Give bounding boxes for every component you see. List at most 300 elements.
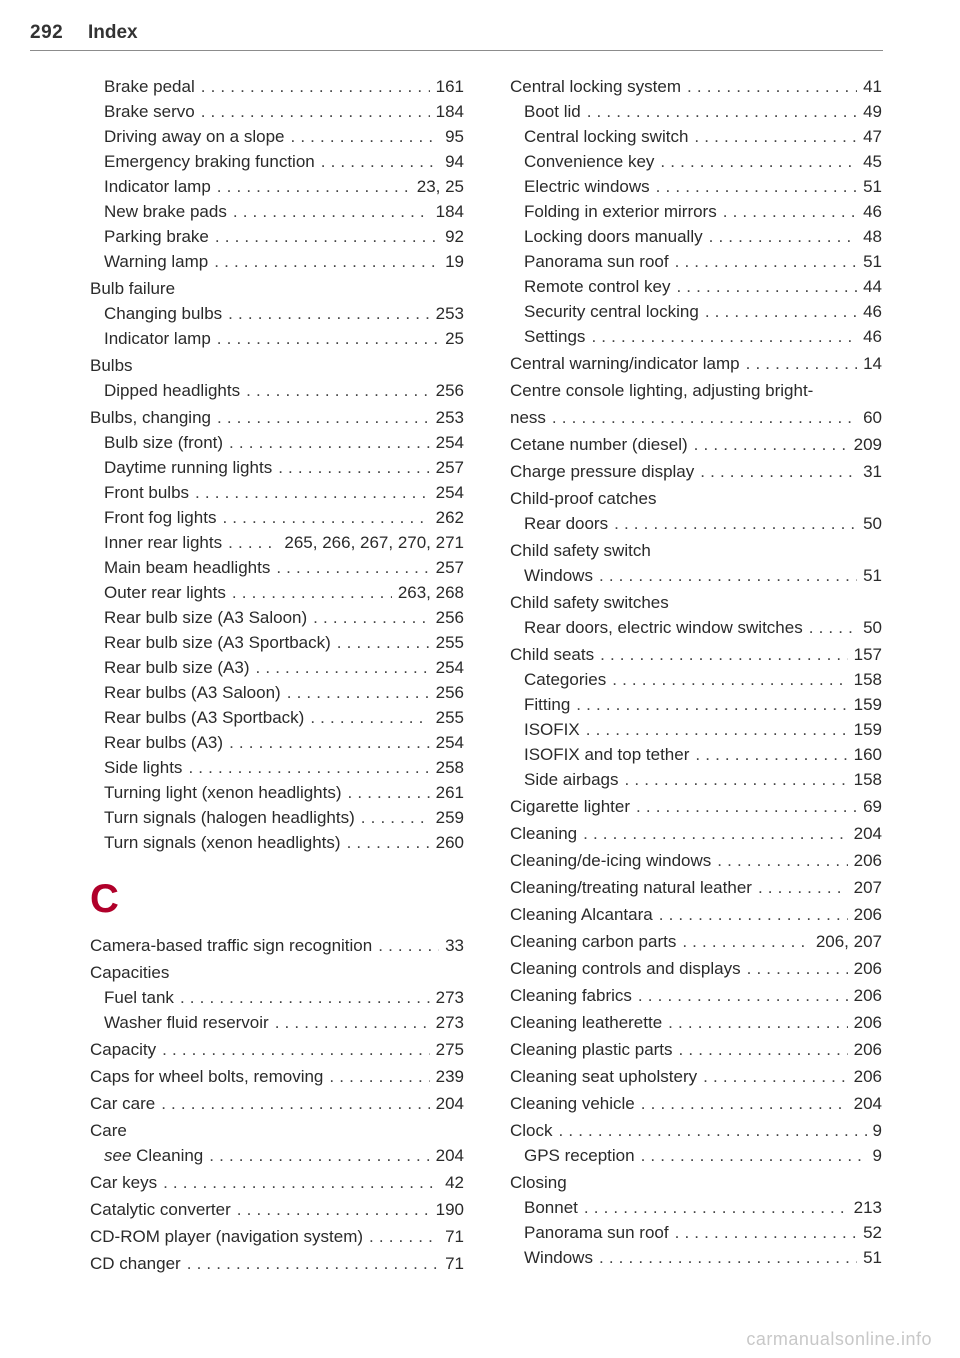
- index-entry-label: [104, 174, 211, 199]
- index-entry: [510, 459, 882, 484]
- index-entry-pages: 50: [863, 618, 882, 637]
- dot-leader: [348, 780, 430, 805]
- index-entry: [90, 480, 464, 505]
- index-entry-pages: 258: [435, 758, 464, 777]
- index-entry-pages: 48: [863, 227, 882, 246]
- dot-leader: [217, 326, 439, 351]
- watermark: carmanualsonline.info: [746, 1329, 932, 1349]
- index-entry: [510, 199, 882, 224]
- index-entry: [90, 805, 464, 830]
- index-entry-label: [104, 378, 240, 403]
- index-entry: [90, 630, 464, 655]
- dot-leader: [215, 224, 439, 249]
- index-entry-pages: 158: [853, 770, 882, 789]
- dot-leader: [675, 1220, 857, 1245]
- index-list-c-continued: [510, 74, 882, 1270]
- index-entry: [90, 730, 464, 755]
- dot-leader: [576, 692, 847, 717]
- dot-leader: [188, 755, 429, 780]
- dot-leader: [228, 301, 429, 326]
- page-number: 292: [30, 22, 64, 43]
- index-entry-text: Cleaning: [136, 1146, 204, 1165]
- index-entry-pages: 261: [435, 783, 464, 802]
- index-entry-label: [510, 902, 653, 927]
- index-entry-pages: 42: [445, 1173, 464, 1192]
- index-entry-text: Cleaning leatherette: [510, 1013, 663, 1032]
- index-entry-pages: 206: [853, 1067, 882, 1086]
- index-entry-pages: 9: [872, 1146, 882, 1165]
- index-entry-text: Cleaning controls and displays: [510, 959, 741, 978]
- index-entry-label: [510, 929, 676, 954]
- dot-leader: [278, 455, 429, 480]
- index-entry-pages: 255: [435, 633, 464, 652]
- index-entry-pages: 33: [445, 936, 464, 955]
- index-entry-label: [510, 1091, 635, 1116]
- dot-leader: [214, 249, 439, 274]
- dot-leader: [668, 1010, 847, 1035]
- index-entry-label: [510, 590, 669, 615]
- index-entry-label: [104, 505, 216, 530]
- index-entry-label: [524, 615, 803, 640]
- index-entry: [90, 430, 464, 455]
- index-entry-text: Outer rear lights: [104, 583, 226, 602]
- index-entry-pages: 239: [435, 1067, 464, 1086]
- index-entry-label: [524, 767, 619, 792]
- index-list-c: [90, 933, 464, 1276]
- index-entry-text: Rear bulb size (A3): [104, 658, 250, 677]
- index-entry-label: [524, 1245, 593, 1270]
- index-entry-text: Cleaning/de-icing windows: [510, 851, 712, 870]
- index-entry: [90, 326, 464, 351]
- dot-leader: [162, 1037, 429, 1062]
- dot-leader: [694, 124, 857, 149]
- dot-leader: [232, 580, 392, 605]
- dot-leader: [180, 985, 430, 1010]
- dot-leader: [201, 74, 430, 99]
- index-entry-label: [524, 667, 606, 692]
- dot-leader: [599, 1245, 857, 1270]
- index-entry: [510, 1118, 882, 1143]
- index-entry-pages: 206: [853, 1013, 882, 1032]
- index-entry-pages: 262: [435, 508, 464, 527]
- index-entry-label: [104, 605, 307, 630]
- dot-leader: [638, 983, 848, 1008]
- index-entry: [510, 983, 882, 1008]
- index-entry-text: Cigarette lighter: [510, 797, 631, 816]
- index-entry-label: [510, 794, 630, 819]
- dot-leader: [614, 511, 857, 536]
- dot-leader: [195, 480, 430, 505]
- index-entry-label: [104, 530, 222, 555]
- index-entry-pages: 254: [435, 733, 464, 752]
- index-entry: [510, 74, 882, 99]
- index-entry-text: Cetane number (diesel): [510, 435, 688, 454]
- index-entry-text: Closing: [510, 1173, 567, 1192]
- dot-leader: [682, 929, 809, 954]
- index-entry-pages: 206: [853, 1040, 882, 1059]
- index-entry-pages: 9: [872, 1121, 882, 1140]
- dot-leader: [660, 149, 857, 174]
- index-entry-text: Camera-based traffic sign recognition: [90, 936, 373, 955]
- index-entry: [90, 960, 464, 985]
- index-entry-text: Rear bulbs (A3 Saloon): [104, 683, 281, 702]
- see-reference: see: [104, 1146, 132, 1165]
- dot-leader: [229, 730, 430, 755]
- index-entry-label: [104, 730, 223, 755]
- dot-leader: [256, 655, 430, 680]
- index-entry: [90, 780, 464, 805]
- index-entry: [90, 1224, 464, 1249]
- index-entry-label: [104, 755, 182, 780]
- index-entry: [90, 705, 464, 730]
- index-entry-text: ness: [510, 408, 546, 427]
- index-entry-text: Child seats: [510, 645, 595, 664]
- dot-leader: [378, 933, 439, 958]
- index-entry-text: Turn signals (xenon headlights): [104, 833, 341, 852]
- index-entry-pages: 260: [435, 833, 464, 852]
- index-entry-text: Child-proof catches: [510, 489, 657, 508]
- index-entry-text: Clock: [510, 1121, 553, 1140]
- index-entry: [510, 742, 882, 767]
- index-entry-text: Side lights: [104, 758, 183, 777]
- index-entry-pages: 273: [435, 988, 464, 1007]
- dot-leader: [201, 99, 430, 124]
- dot-leader: [163, 1170, 439, 1195]
- index-entry: [510, 902, 882, 927]
- index-entry: [90, 249, 464, 274]
- index-entry-text: Cleaning fabrics: [510, 986, 632, 1005]
- dot-leader: [313, 605, 429, 630]
- index-entry-text: GPS reception: [524, 1146, 635, 1165]
- index-entry-label: [104, 480, 189, 505]
- dot-leader: [237, 1197, 430, 1222]
- index-column-left: [90, 74, 464, 1276]
- index-entry-text: Rear doors: [524, 514, 609, 533]
- index-entry-label: [104, 780, 342, 805]
- index-entry-text: Bulbs, changing: [90, 408, 211, 427]
- index-entry-text: Child safety switches: [510, 593, 669, 612]
- index-entry-text: Security central locking: [524, 302, 699, 321]
- index-entry-label: [510, 74, 681, 99]
- index-entry-pages: 69: [863, 797, 882, 816]
- index-entry-text: Car care: [90, 1094, 156, 1113]
- index-entry-pages: 206: [853, 959, 882, 978]
- index-entry: [90, 555, 464, 580]
- index-entry-pages: 46: [863, 327, 882, 346]
- index-entry-pages: 206: [853, 905, 882, 924]
- index-entry: [90, 530, 464, 555]
- index-entry-text: Central locking system: [510, 77, 682, 96]
- index-entry-pages: 14: [863, 354, 882, 373]
- index-entry-label: [524, 299, 699, 324]
- index-entry-label: [524, 324, 585, 349]
- dot-leader: [687, 74, 857, 99]
- index-entry-text: Emergency braking function: [104, 152, 315, 171]
- index-entry-text: Fuel tank: [104, 988, 174, 1007]
- index-entry-text: Daytime running lights: [104, 458, 273, 477]
- index-entry-label: [90, 1064, 323, 1089]
- index-entry: [510, 1170, 882, 1195]
- index-entry-label: [510, 821, 577, 846]
- index-entry: [510, 378, 882, 403]
- index-entry: [510, 149, 882, 174]
- index-entry: [90, 353, 464, 378]
- index-entry: [510, 1037, 882, 1062]
- index-entry-label: [524, 717, 580, 742]
- dot-leader: [705, 299, 857, 324]
- index-entry-label: [104, 705, 304, 730]
- dot-leader: [290, 124, 439, 149]
- index-entry-text: Driving away on a slope: [104, 127, 285, 146]
- index-entry: [90, 199, 464, 224]
- index-entry-label: [90, 1251, 181, 1276]
- dot-leader: [709, 224, 857, 249]
- index-entry-text: Cleaning/treating natural leather: [510, 878, 752, 897]
- dot-leader: [587, 99, 857, 124]
- dot-leader: [559, 1118, 867, 1143]
- dot-leader: [217, 405, 430, 430]
- index-entry: [510, 405, 882, 430]
- index-entry-text: Indicator lamp: [104, 177, 211, 196]
- index-entry-pages: 51: [863, 177, 882, 196]
- index-entry-label: [524, 124, 688, 149]
- index-entry-pages: 160: [853, 745, 882, 764]
- index-entry-text: Washer fluid reservoir: [104, 1013, 269, 1032]
- index-entry-label: [524, 149, 654, 174]
- index-entry-pages: 207: [853, 878, 882, 897]
- index-entry-pages: 95: [445, 127, 464, 146]
- index-entry-label: [524, 563, 593, 588]
- index-entry: [90, 1170, 464, 1195]
- index-entry-pages: 254: [435, 433, 464, 452]
- index-entry-label: [510, 1118, 553, 1143]
- index-entry-label: [90, 353, 133, 378]
- index-entry-text: Warning lamp: [104, 252, 209, 271]
- index-entry: [510, 432, 882, 457]
- index-entry: [90, 680, 464, 705]
- index-entry-text: Rear bulbs (A3 Sportback): [104, 708, 305, 727]
- index-entry-pages: 184: [435, 202, 464, 221]
- index-entry: [510, 249, 882, 274]
- index-entry-label: [104, 630, 331, 655]
- dot-leader: [361, 805, 430, 830]
- index-entry: [90, 755, 464, 780]
- index-entry-text: Side airbags: [524, 770, 619, 789]
- index-entry-label: [510, 1010, 662, 1035]
- index-entry-text: Windows: [524, 1248, 593, 1267]
- index-entry: [90, 378, 464, 403]
- index-entry-label: [524, 174, 650, 199]
- index-list-b: [90, 74, 464, 855]
- index-entry: [510, 875, 882, 900]
- index-entry-label: [104, 430, 223, 455]
- index-entry-text: Rear doors, electric window switches: [524, 618, 803, 637]
- dot-leader: [656, 174, 857, 199]
- index-entry-pages: 184: [435, 102, 464, 121]
- index-column-right: [510, 74, 882, 1270]
- dot-leader: [641, 1091, 848, 1116]
- index-entry-pages: 275: [435, 1040, 464, 1059]
- index-entry-label: [104, 124, 284, 149]
- index-entry-pages: 265, 266, 267, 270, 271: [284, 533, 464, 552]
- index-entry-text: Cleaning plastic parts: [510, 1040, 673, 1059]
- dot-leader: [246, 378, 430, 403]
- index-entry: [510, 1143, 882, 1168]
- index-entry: [510, 1091, 882, 1116]
- index-entry-text: Child safety switch: [510, 541, 651, 560]
- index-entry-text: Changing bulbs: [104, 304, 223, 323]
- dot-leader: [723, 199, 857, 224]
- index-entry: [510, 821, 882, 846]
- index-entry: [510, 274, 882, 299]
- index-entry-pages: 71: [445, 1254, 464, 1273]
- index-entry: [90, 1037, 464, 1062]
- index-entry-label: [90, 1091, 155, 1116]
- dot-leader: [337, 630, 430, 655]
- index-entry-text: ISOFIX: [524, 720, 580, 739]
- index-entry-text: Cleaning vehicle: [510, 1094, 635, 1113]
- index-entry-pages: 71: [445, 1227, 464, 1246]
- index-entry-text: Cleaning carbon parts: [510, 932, 677, 951]
- index-entry: [90, 605, 464, 630]
- index-entry-label: [90, 960, 169, 985]
- index-entry-text: Caps for wheel bolts, removing: [90, 1067, 324, 1086]
- index-entry-pages: 49: [863, 102, 882, 121]
- index-entry-label: [524, 249, 669, 274]
- index-entry-pages: 92: [445, 227, 464, 246]
- dot-leader: [222, 505, 429, 530]
- dot-leader: [161, 1091, 429, 1116]
- index-entry-pages: 257: [435, 458, 464, 477]
- dot-leader: [347, 830, 430, 855]
- index-entry-label: [104, 74, 195, 99]
- dot-leader: [584, 1195, 848, 1220]
- index-entry-label: [90, 1118, 127, 1143]
- index-entry: [510, 767, 882, 792]
- dot-leader: [552, 405, 857, 430]
- index-entry: [510, 299, 882, 324]
- index-entry: [510, 1010, 882, 1035]
- dot-leader: [676, 274, 857, 299]
- index-entry: [90, 985, 464, 1010]
- index-entry-text: Boot lid: [524, 102, 581, 121]
- dot-leader: [636, 794, 857, 819]
- index-entry-text: Bonnet: [524, 1198, 578, 1217]
- index-entry-label: [104, 580, 226, 605]
- index-entry-text: Electric windows: [524, 177, 650, 196]
- index-entry-label: [524, 274, 670, 299]
- index-entry-label: [104, 680, 281, 705]
- index-entry: [90, 1143, 464, 1168]
- index-entry-label: [524, 1195, 578, 1220]
- dot-leader: [600, 642, 848, 667]
- index-entry-label: [510, 875, 752, 900]
- index-entry-label: [104, 149, 315, 174]
- index-entry-text: Remote control key: [524, 277, 671, 296]
- index-entry-text: Cleaning: [510, 824, 578, 843]
- index-entry: [510, 794, 882, 819]
- dot-leader: [675, 249, 857, 274]
- index-entry-pages: 253: [435, 304, 464, 323]
- index-entry-pages: 46: [863, 202, 882, 221]
- index-entry-label: [90, 1197, 231, 1222]
- index-entry-label: [510, 956, 741, 981]
- index-entry: [510, 351, 882, 376]
- index-entry-label: [524, 742, 689, 767]
- dot-leader: [187, 1251, 439, 1276]
- index-entry: [90, 405, 464, 430]
- index-entry: [90, 1118, 464, 1143]
- index-entry-label: [104, 326, 211, 351]
- index-entry-label: [510, 1170, 567, 1195]
- dot-leader: [275, 1010, 430, 1035]
- dot-leader: [599, 563, 857, 588]
- index-entry-pages: 157: [853, 645, 882, 664]
- dot-leader: [809, 615, 857, 640]
- index-entry-label: [104, 99, 195, 124]
- index-entry: [510, 692, 882, 717]
- index-entry-text: CD-ROM player (navigation system): [90, 1227, 364, 1246]
- index-entry-pages: 44: [863, 277, 882, 296]
- index-entry-label: [524, 199, 717, 224]
- index-entry-pages: 255: [435, 708, 464, 727]
- dot-leader: [625, 767, 848, 792]
- index-entry-text: Bulb size (front): [104, 433, 224, 452]
- index-entry-pages: 190: [435, 1200, 464, 1219]
- index-entry-text: Locking doors manually: [524, 227, 703, 246]
- index-entry: [510, 929, 882, 954]
- index-entry: [510, 956, 882, 981]
- dot-leader: [746, 351, 857, 376]
- index-entry: [510, 538, 882, 563]
- index-entry-label: [104, 249, 208, 274]
- index-entry-label: [104, 224, 209, 249]
- index-entry: [510, 848, 882, 873]
- dot-leader: [717, 848, 847, 873]
- index-entry-pages: 31: [863, 462, 882, 481]
- dot-leader: [233, 199, 430, 224]
- index-entry-label: [104, 555, 270, 580]
- dot-leader: [287, 680, 430, 705]
- index-entry-pages: 51: [863, 566, 882, 585]
- index-entry-label: [524, 1143, 635, 1168]
- index-entry-label: [104, 455, 272, 480]
- index-entry-label: [90, 1170, 157, 1195]
- index-entry-text: Capacity: [90, 1040, 157, 1059]
- index-entry: [90, 655, 464, 680]
- dot-leader: [276, 555, 429, 580]
- index-entry-text: Rear bulbs (A3): [104, 733, 224, 752]
- index-entry-label: [104, 301, 222, 326]
- page-header: [30, 20, 883, 51]
- index-entry-pages: 52: [863, 1223, 882, 1242]
- index-entry-pages: 204: [435, 1094, 464, 1113]
- index-entry-label: [104, 655, 250, 680]
- index-entry-text: Front fog lights: [104, 508, 217, 527]
- index-entry-label: [510, 459, 694, 484]
- index-entry: [510, 590, 882, 615]
- index-entry-text: Panorama sun roof: [524, 252, 669, 271]
- index-entry-text: Brake pedal: [104, 77, 195, 96]
- index-entry: [90, 174, 464, 199]
- index-entry-text: Catalytic converter: [90, 1200, 231, 1219]
- index-entry-pages: 206: [853, 986, 882, 1005]
- index-entry-label: [90, 276, 175, 301]
- index-entry-text: Cleaning seat upholstery: [510, 1067, 698, 1086]
- index-entry-pages: 158: [853, 670, 882, 689]
- index-entry-text: Capacities: [90, 963, 170, 982]
- dot-leader: [695, 742, 847, 767]
